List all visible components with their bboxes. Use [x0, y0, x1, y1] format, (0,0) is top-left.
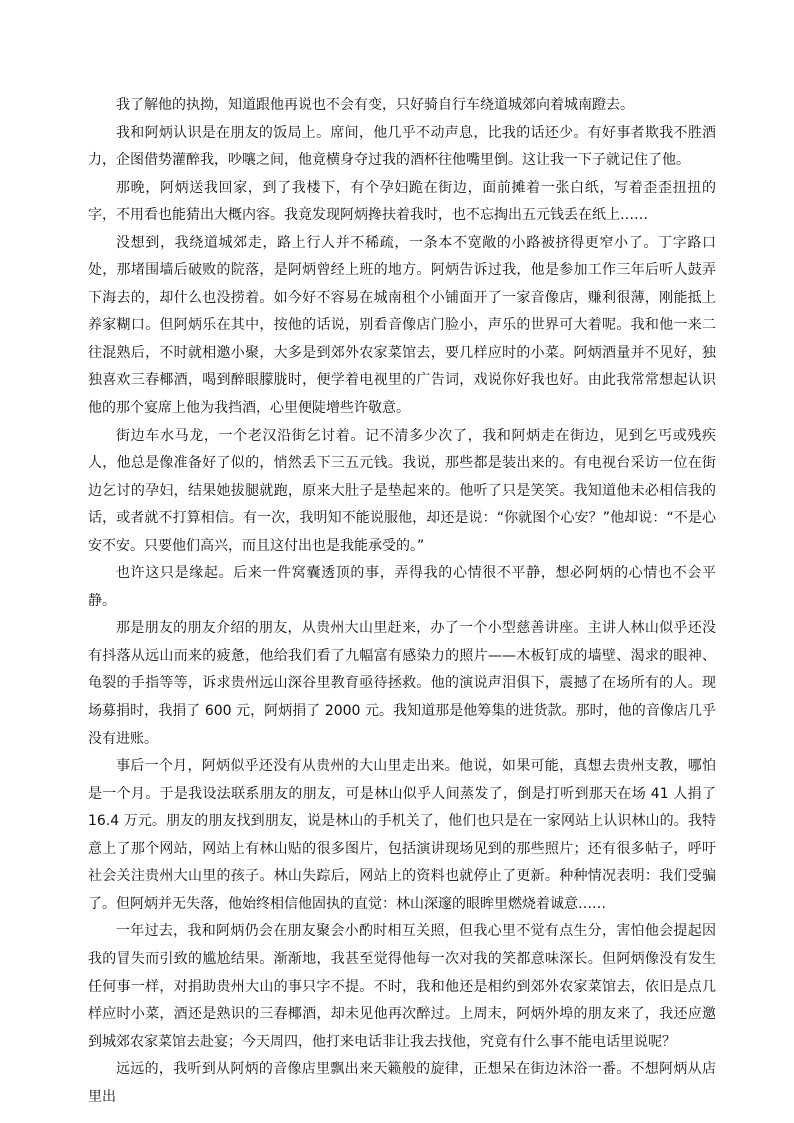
paragraph-9: 一年过去，我和阿炳仍会在朋友聚会小酌时相互关照，但我心里不觉有点生分，害怕他会提起因我的冒失而引致的尴尬结果。渐渐地，我甚至觉得他每一次对我的笑都意味深长。但阿炳像没有发生任何事一样，对捐助贵州大山的事只字不提。不时，我和他还是相约到郊外农家菜馆去，依旧是点几样应时小菜，酒还是熟识的三春椰酒，却未见他再次醉过。上周末，阿炳外埠的朋友来了，我还应邀到城郊农家菜馆去赴宴；今天周四，他打来电话非让我去找他，究竟有什么事不能电话里说呢？: [88, 923, 716, 1050]
paragraph-5: 街边车水马龙，一个老汉沿街乞讨着。记不清多少次了，我和阿炳走在街边，见到乞丐或残疾人，他总是像准备好了似的，悄然丢下三五元钱。我说，那些都是装出来的。有电视台采访一位在街边乞讨的孕妇，结果她拔腿就跑，原来大肚子是垫起来的。他听了只是笑笑。我知道他未必相信我的话，或者就不打算相信。有一次，我明知不能说服他，却还是说：“你就图个心安？”他却说：“不是心安不安。只要他们高兴，而且这付出也是我能承受的。”: [88, 427, 716, 554]
paragraph-1: 我了解他的执拗，知道跟他再说也不会有变，只好骑自行车绕道城郊向着城南蹬去。: [116, 97, 634, 113]
paragraph-8: 事后一个月，阿炳似乎还没有从贵州的大山里走出来。他说，如果可能，真想去贵州支教，哪怕是一个月。于是我设法联系朋友的朋友，可是林山似乎人间蒸发了，倒是打听到那天在场 41 人捐了 16.4 万元。朋友的朋友找到朋友，说是林山的手机关了，他们也只是在一家网站上认识林山的。我特意上了那个网站，网站上有林山贴的很多图片，包括演讲现场见到的那些照片；还有很多帖子，呼吁社会关注贵州大山里的孩子。林山失踪后，网站上的资料也就停止了更新。种种情况表明：我们受骗了。但阿炳并无失落，他始终相信他固执的直觉：林山深邃的眼眸里燃烧着诚意……: [88, 758, 716, 912]
document-page: [88, 92, 716, 1111]
paragraph-7: 那是朋友的朋友介绍的朋友，从贵州大山里赶来，办了一个小型慈善讲座。主讲人林山似乎还没有抖落从远山而来的疲惫，他给我们看了九幅富有感染力的照片——木板钉成的墙壁、渴求的眼神、龟裂的手指等等，诉求贵州远山深谷里教育亟待拯救。他的演说声泪俱下，震撼了在场所有的人。现场募捐时，我捐了 600 元，阿炳捐了 2000 元。我知道那是他筹集的进货款。那时，他的音像店几乎没有进账。: [88, 620, 716, 747]
paragraph-3: 那晚，阿炳送我回家，到了我楼下，有个孕妇跪在街边，面前摊着一张白纸，写着歪歪扭扭的字，不用看也能猜出大概内容。我竟发现阿炳搀扶着我时，也不忘掏出五元钱丢在纸上……: [88, 179, 716, 224]
paragraph-2: 我和阿炳认识是在朋友的饭局上。席间，他几乎不动声息，比我的话还少。有好事者欺我不胜酒力，企图借势灌醉我，吵嚷之间，他竟横身夺过我的酒杯往他嘴里倒。这让我一下子就记住了他。: [88, 124, 716, 169]
paragraph-6: 也许这只是缘起。后来一件窝囊透顶的事，弄得我的心情很不平静，想必阿炳的心情也不会平静。: [88, 565, 716, 609]
paragraph-4: 没想到，我绕道城郊走，路上行人并不稀疏，一条本不宽敞的小路被挤得更窄小了。丁字路口处，那堵围墙后破败的院落，是阿炳曾经上班的地方。阿炳告诉过我，他是参加工作三年后听人鼓弄下海去的，却什么也没捞着。如今好不容易在城南租个小铺面开了一家音像店，赚利很薄，刚能抵上养家糊口。但阿炳乐在其中，按他的话说，别看音像店门脸小，声乐的世界可大着呢。我和他一来二往混熟后，不时就相邀小聚，大多是到郊外农家菜馆去，要几样应时的小菜。阿炳酒量并不见好，独独喜欢三春椰酒，喝到醉眼朦胧时，便学着电视里的广告词，戏说你好我也好。由此我常常想起认识他的那个宴席上他为我挡酒，心里便陡增些许敬意。: [88, 234, 716, 417]
paragraph-10: 远远的，我听到从阿炳的音像店里飘出来天籁般的旋律，正想呆在街边沐浴一番。不想阿炳从店里出: [88, 1061, 716, 1105]
